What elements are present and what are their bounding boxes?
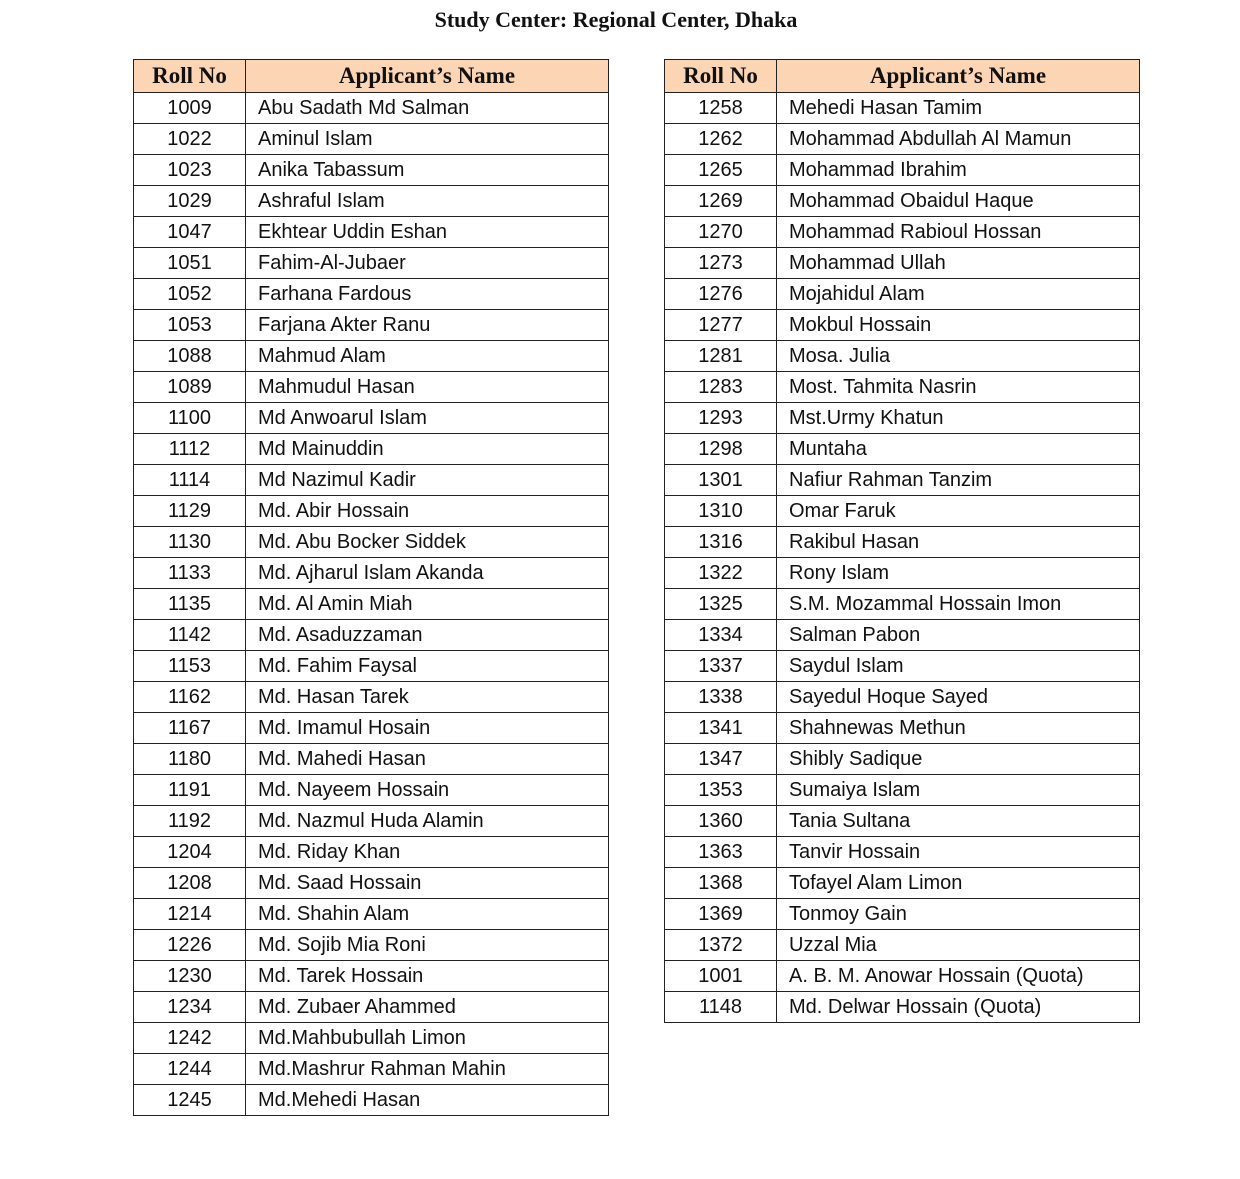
roll-number-cell: 1258 — [665, 93, 777, 124]
table-row — [134, 837, 609, 868]
roll-number-cell: 1052 — [134, 279, 246, 310]
table-row — [665, 837, 1140, 868]
applicant-name-cell: Aminul Islam — [246, 124, 609, 155]
roll-number-cell: 1129 — [134, 496, 246, 527]
roll-no-header: Roll No — [665, 60, 777, 93]
roll-number-cell: 1244 — [134, 1054, 246, 1085]
applicant-name-cell: Shahnewas Methun — [777, 713, 1140, 744]
table-row — [665, 713, 1140, 744]
table-row — [134, 248, 609, 279]
roll-number-cell: 1310 — [665, 496, 777, 527]
table-header-row — [134, 60, 609, 93]
applicant-name-cell: Fahim-Al-Jubaer — [246, 248, 609, 279]
table-row — [134, 186, 609, 217]
roll-number-cell: 1162 — [134, 682, 246, 713]
table-row — [134, 434, 609, 465]
table-row — [134, 713, 609, 744]
applicant-name-cell: Anika Tabassum — [246, 155, 609, 186]
table-row — [665, 372, 1140, 403]
roll-number-cell: 1316 — [665, 527, 777, 558]
table-row — [134, 930, 609, 961]
table-row — [134, 806, 609, 837]
roll-number-cell: 1192 — [134, 806, 246, 837]
table-row — [134, 620, 609, 651]
table-row — [134, 682, 609, 713]
table-row — [665, 868, 1140, 899]
table-row — [134, 1054, 609, 1085]
roll-number-cell: 1334 — [665, 620, 777, 651]
roll-number-cell: 1153 — [134, 651, 246, 682]
roll-number-cell: 1191 — [134, 775, 246, 806]
table-row — [665, 651, 1140, 682]
table-row — [665, 403, 1140, 434]
roll-number-cell: 1372 — [665, 930, 777, 961]
applicant-name-cell: Mohammad Ullah — [777, 248, 1140, 279]
roll-number-cell: 1368 — [665, 868, 777, 899]
applicant-name-cell: Md. Imamul Hosain — [246, 713, 609, 744]
applicant-name-cell: Rakibul Hasan — [777, 527, 1140, 558]
table-row — [665, 434, 1140, 465]
roll-number-cell: 1283 — [665, 372, 777, 403]
roll-number-cell: 1023 — [134, 155, 246, 186]
table-row — [134, 899, 609, 930]
roll-number-cell: 1273 — [665, 248, 777, 279]
applicant-name-cell: Md. Nayeem Hossain — [246, 775, 609, 806]
table-row — [665, 465, 1140, 496]
roll-number-cell: 1341 — [665, 713, 777, 744]
table-row — [134, 1085, 609, 1116]
table-row — [665, 930, 1140, 961]
table-row — [134, 744, 609, 775]
roll-number-cell: 1337 — [665, 651, 777, 682]
roll-number-cell: 1133 — [134, 558, 246, 589]
table-row — [134, 155, 609, 186]
applicant-table-right — [664, 59, 1140, 1023]
roll-number-cell: 1338 — [665, 682, 777, 713]
table-row — [665, 961, 1140, 992]
applicant-name-cell: Md. Ajharul Islam Akanda — [246, 558, 609, 589]
applicant-name-cell: Most. Tahmita Nasrin — [777, 372, 1140, 403]
table-row — [665, 775, 1140, 806]
applicant-name-cell: Md. Zubaer Ahammed — [246, 992, 609, 1023]
applicant-name-cell: Mohammad Ibrahim — [777, 155, 1140, 186]
applicant-table-body — [665, 93, 1140, 1023]
applicant-name-cell: Uzzal Mia — [777, 930, 1140, 961]
applicant-name-cell: Mosa. Julia — [777, 341, 1140, 372]
applicant-name-cell: Md. Abir Hossain — [246, 496, 609, 527]
table-row — [665, 124, 1140, 155]
table-row — [134, 992, 609, 1023]
roll-number-cell: 1353 — [665, 775, 777, 806]
applicant-name-cell: Md.Mahbubullah Limon — [246, 1023, 609, 1054]
applicant-name-cell: Omar Faruk — [777, 496, 1140, 527]
roll-number-cell: 1276 — [665, 279, 777, 310]
applicant-name-cell: Mohammad Rabioul Hossan — [777, 217, 1140, 248]
roll-number-cell: 1242 — [134, 1023, 246, 1054]
roll-number-cell: 1167 — [134, 713, 246, 744]
applicant-name-cell: Md.Mashrur Rahman Mahin — [246, 1054, 609, 1085]
table-row — [665, 217, 1140, 248]
applicant-name-cell: Mokbul Hossain — [777, 310, 1140, 341]
roll-number-cell: 1301 — [665, 465, 777, 496]
applicant-name-cell: Md.Mehedi Hasan — [246, 1085, 609, 1116]
applicant-name-cell: Nafiur Rahman Tanzim — [777, 465, 1140, 496]
applicant-name-cell: Saydul Islam — [777, 651, 1140, 682]
roll-number-cell: 1100 — [134, 403, 246, 434]
roll-number-cell: 1022 — [134, 124, 246, 155]
roll-number-cell: 1230 — [134, 961, 246, 992]
applicant-name-cell: Tonmoy Gain — [777, 899, 1140, 930]
applicant-name-cell: Mohammad Abdullah Al Mamun — [777, 124, 1140, 155]
table-row — [134, 93, 609, 124]
applicant-name-cell: Ashraful Islam — [246, 186, 609, 217]
applicant-name-cell: Md. Shahin Alam — [246, 899, 609, 930]
table-row — [134, 961, 609, 992]
applicant-name-cell: Md Nazimul Kadir — [246, 465, 609, 496]
applicant-name-cell: Tanvir Hossain — [777, 837, 1140, 868]
table-row — [665, 279, 1140, 310]
applicant-name-cell: Md. Delwar Hossain (Quota) — [777, 992, 1140, 1023]
table-row — [665, 186, 1140, 217]
roll-number-cell: 1293 — [665, 403, 777, 434]
table-row — [665, 341, 1140, 372]
applicant-name-cell: Md. Tarek Hossain — [246, 961, 609, 992]
table-row — [134, 1023, 609, 1054]
roll-number-cell: 1009 — [134, 93, 246, 124]
roll-number-cell: 1001 — [665, 961, 777, 992]
table-row — [665, 682, 1140, 713]
applicant-name-cell: Mst.Urmy Khatun — [777, 403, 1140, 434]
roll-number-cell: 1369 — [665, 899, 777, 930]
applicant-name-cell: Mojahidul Alam — [777, 279, 1140, 310]
applicant-name-cell: Sayedul Hoque Sayed — [777, 682, 1140, 713]
table-row — [134, 589, 609, 620]
applicant-name-cell: Md. Nazmul Huda Alamin — [246, 806, 609, 837]
applicant-name-cell: Farjana Akter Ranu — [246, 310, 609, 341]
applicant-name-cell: Mehedi Hasan Tamim — [777, 93, 1140, 124]
roll-number-cell: 1363 — [665, 837, 777, 868]
applicant-name-cell: Md. Abu Bocker Siddek — [246, 527, 609, 558]
roll-number-cell: 1347 — [665, 744, 777, 775]
table-row — [665, 620, 1140, 651]
applicant-table-body — [134, 93, 609, 1116]
applicant-name-cell: Farhana Fardous — [246, 279, 609, 310]
roll-number-cell: 1265 — [665, 155, 777, 186]
roll-number-cell: 1208 — [134, 868, 246, 899]
applicant-name-header: Applicant’s Name — [246, 60, 609, 93]
table-row — [134, 527, 609, 558]
roll-no-header: Roll No — [134, 60, 246, 93]
table-row — [665, 496, 1140, 527]
table-row — [134, 558, 609, 589]
roll-number-cell: 1180 — [134, 744, 246, 775]
applicant-name-cell: Salman Pabon — [777, 620, 1140, 651]
roll-number-cell: 1114 — [134, 465, 246, 496]
table-row — [134, 496, 609, 527]
roll-number-cell: 1245 — [134, 1085, 246, 1116]
page-title: Study Center: Regional Center, Dhaka — [434, 7, 798, 32]
roll-number-cell: 1204 — [134, 837, 246, 868]
table-row — [665, 806, 1140, 837]
roll-number-cell: 1281 — [665, 341, 777, 372]
roll-number-cell: 1047 — [134, 217, 246, 248]
table-row — [134, 651, 609, 682]
applicant-name-cell: Md. Fahim Faysal — [246, 651, 609, 682]
roll-number-cell: 1234 — [134, 992, 246, 1023]
table-row — [134, 310, 609, 341]
table-row — [665, 155, 1140, 186]
applicant-name-cell: Md. Saad Hossain — [246, 868, 609, 899]
roll-number-cell: 1130 — [134, 527, 246, 558]
roll-number-cell: 1135 — [134, 589, 246, 620]
table-row — [134, 868, 609, 899]
table-row — [134, 775, 609, 806]
roll-number-cell: 1360 — [665, 806, 777, 837]
table-row — [134, 372, 609, 403]
table-row — [134, 341, 609, 372]
applicant-name-cell: Muntaha — [777, 434, 1140, 465]
table-row — [665, 558, 1140, 589]
table-row — [665, 310, 1140, 341]
roll-number-cell: 1142 — [134, 620, 246, 651]
applicant-name-cell: Abu Sadath Md Salman — [246, 93, 609, 124]
table-row — [665, 992, 1140, 1023]
applicant-name-cell: S.M. Mozammal Hossain Imon — [777, 589, 1140, 620]
applicant-name-cell: Md. Riday Khan — [246, 837, 609, 868]
applicant-name-cell: Tofayel Alam Limon — [777, 868, 1140, 899]
roll-number-cell: 1322 — [665, 558, 777, 589]
applicant-name-cell: Md. Al Amin Miah — [246, 589, 609, 620]
table-row — [665, 899, 1140, 930]
roll-number-cell: 1051 — [134, 248, 246, 279]
roll-number-cell: 1277 — [665, 310, 777, 341]
roll-number-cell: 1226 — [134, 930, 246, 961]
table-row — [134, 279, 609, 310]
applicant-name-cell: Md. Sojib Mia Roni — [246, 930, 609, 961]
table-row — [665, 589, 1140, 620]
roll-number-cell: 1262 — [665, 124, 777, 155]
table-row — [134, 465, 609, 496]
roll-number-cell: 1214 — [134, 899, 246, 930]
applicant-name-cell: Mohammad Obaidul Haque — [777, 186, 1140, 217]
table-row — [665, 93, 1140, 124]
table-row — [665, 248, 1140, 279]
applicant-name-cell: Rony Islam — [777, 558, 1140, 589]
roll-number-cell: 1270 — [665, 217, 777, 248]
table-row — [665, 527, 1140, 558]
roll-number-cell: 1148 — [665, 992, 777, 1023]
roll-number-cell: 1053 — [134, 310, 246, 341]
table-header-row — [665, 60, 1140, 93]
roll-number-cell: 1029 — [134, 186, 246, 217]
applicant-name-cell: Mahmudul Hasan — [246, 372, 609, 403]
applicant-name-cell: Md. Hasan Tarek — [246, 682, 609, 713]
applicant-name-cell: Md Mainuddin — [246, 434, 609, 465]
applicant-name-cell: A. B. M. Anowar Hossain (Quota) — [777, 961, 1140, 992]
applicant-name-cell: Sumaiya Islam — [777, 775, 1140, 806]
applicant-name-header: Applicant’s Name — [777, 60, 1140, 93]
applicant-name-cell: Shibly Sadique — [777, 744, 1140, 775]
applicant-name-cell: Mahmud Alam — [246, 341, 609, 372]
roll-number-cell: 1089 — [134, 372, 246, 403]
roll-number-cell: 1112 — [134, 434, 246, 465]
roll-number-cell: 1269 — [665, 186, 777, 217]
applicant-name-cell: Md. Asaduzzaman — [246, 620, 609, 651]
applicant-name-cell: Tania Sultana — [777, 806, 1140, 837]
table-row — [134, 217, 609, 248]
table-row — [134, 124, 609, 155]
roll-number-cell: 1325 — [665, 589, 777, 620]
applicant-table-left — [133, 59, 609, 1116]
table-row — [665, 744, 1140, 775]
applicant-name-cell: Md Anwoarul Islam — [246, 403, 609, 434]
applicant-name-cell: Md. Mahedi Hasan — [246, 744, 609, 775]
table-row — [134, 403, 609, 434]
applicant-name-cell: Ekhtear Uddin Eshan — [246, 217, 609, 248]
roll-number-cell: 1088 — [134, 341, 246, 372]
roll-number-cell: 1298 — [665, 434, 777, 465]
